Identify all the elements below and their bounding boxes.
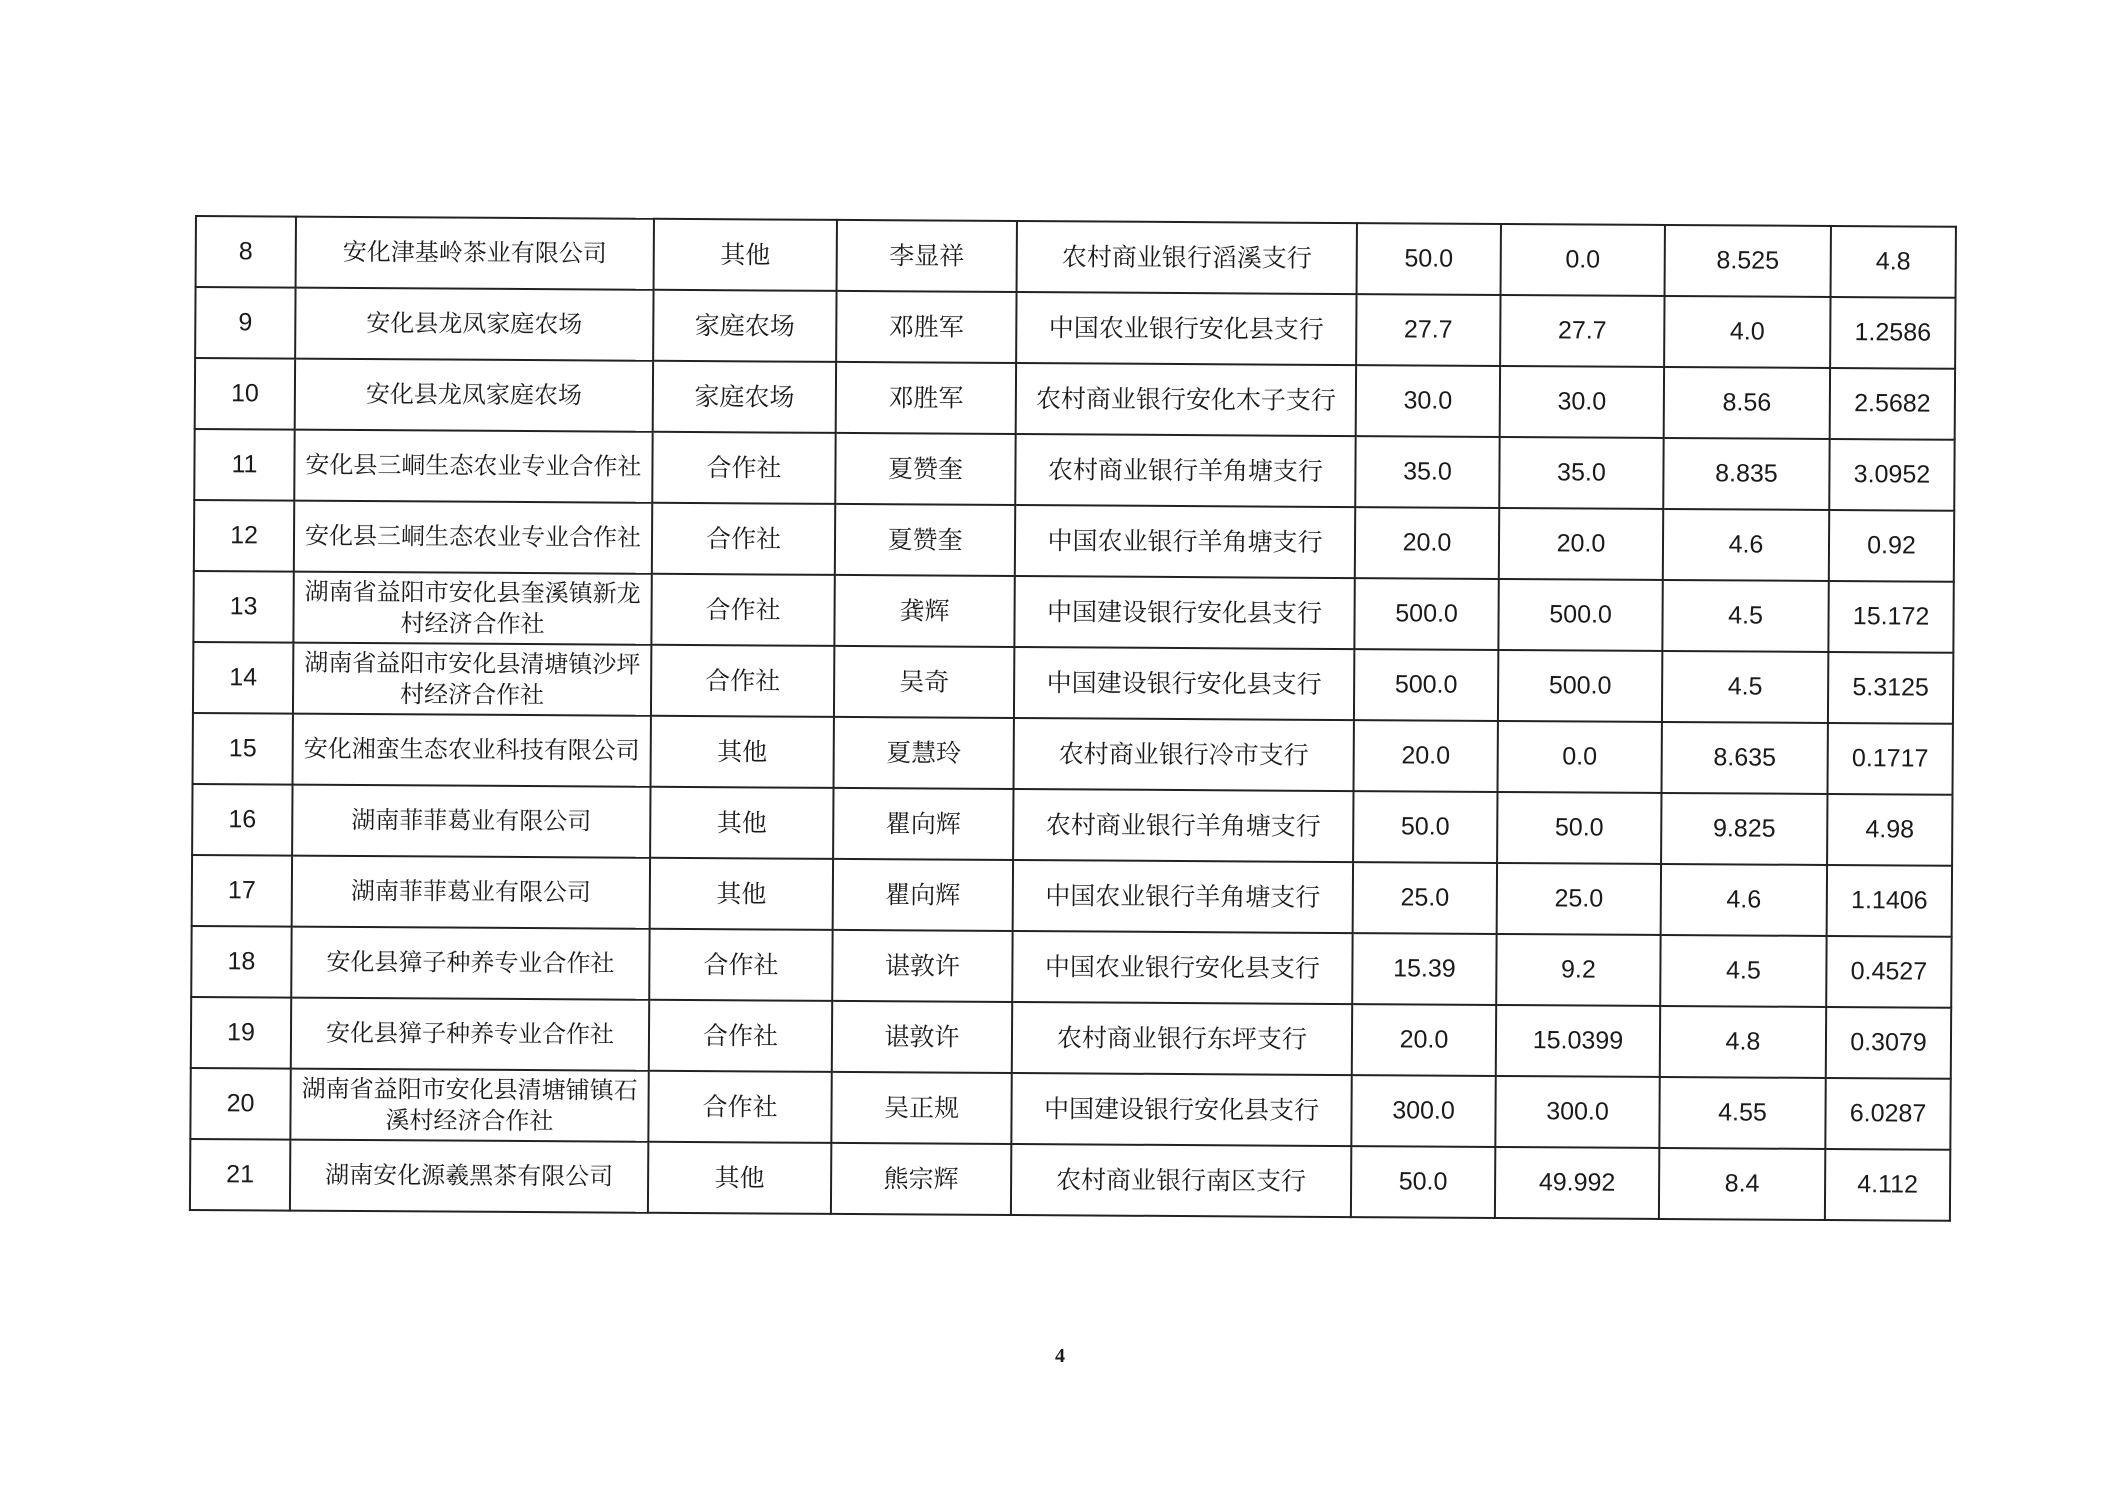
cell-index: 10 — [195, 358, 295, 430]
cell-value-1: 500.0 — [1354, 578, 1498, 650]
cell-index: 19 — [191, 997, 291, 1069]
cell-value-1: 50.0 — [1351, 1146, 1495, 1218]
cell-entity-name: 安化县龙凤家庭农场 — [295, 359, 653, 432]
table-row — [190, 1139, 1950, 1221]
cell-value-1: 20.0 — [1355, 507, 1499, 579]
cell-value-3: 8.635 — [1661, 722, 1827, 794]
cell-index: 15 — [193, 713, 293, 785]
cell-value-4: 2.5682 — [1830, 368, 1955, 440]
cell-value-2: 49.992 — [1495, 1147, 1659, 1219]
cell-index: 16 — [192, 784, 292, 856]
cell-index: 12 — [194, 500, 294, 572]
cell-value-4: 1.2586 — [1830, 297, 1955, 369]
cell-bank-branch: 中国农业银行安化县支行 — [1016, 292, 1356, 365]
cell-value-3: 4.6 — [1663, 509, 1829, 581]
table-row — [193, 571, 1953, 653]
cell-bank-branch: 中国农业银行羊角塘支行 — [1013, 860, 1353, 933]
cell-value-2: 500.0 — [1498, 579, 1662, 651]
table-row — [192, 784, 1952, 866]
cell-value-4: 0.1717 — [1827, 723, 1952, 795]
cell-index: 14 — [193, 642, 293, 714]
cell-index: 20 — [190, 1068, 290, 1140]
cell-contact-person: 谌敦许 — [832, 930, 1012, 1002]
cell-value-3: 4.5 — [1662, 651, 1828, 723]
cell-entity-type: 合作社 — [651, 574, 834, 646]
cell-value-1: 20.0 — [1354, 720, 1498, 792]
cell-value-4: 5.3125 — [1828, 652, 1953, 724]
table-row — [196, 216, 1956, 298]
cell-value-2: 0.0 — [1497, 721, 1661, 793]
table-row — [193, 642, 1953, 724]
cell-entity-name: 安化湘蛮生态农业科技有限公司 — [293, 714, 651, 787]
cell-value-4: 0.3079 — [1826, 1007, 1951, 1079]
cell-value-4: 3.0952 — [1829, 439, 1954, 511]
table-row — [195, 287, 1955, 369]
cell-value-1: 35.0 — [1355, 436, 1499, 508]
cell-value-1: 300.0 — [1351, 1075, 1495, 1147]
cell-index: 18 — [191, 926, 291, 998]
cell-entity-name: 安化县三峒生态农业专业合作社 — [294, 501, 652, 574]
cell-value-4: 4.112 — [1825, 1149, 1950, 1221]
cell-entity-type: 合作社 — [651, 645, 834, 717]
cell-bank-branch: 农村商业银行滔溪支行 — [1017, 221, 1357, 294]
table-row — [194, 500, 1954, 582]
cell-bank-branch: 农村商业银行羊角塘支行 — [1015, 434, 1355, 507]
cell-entity-type: 合作社 — [648, 1071, 831, 1143]
cell-bank-branch: 中国农业银行羊角塘支行 — [1015, 505, 1355, 578]
cell-value-3: 9.825 — [1661, 793, 1827, 865]
cell-entity-type: 家庭农场 — [653, 361, 836, 433]
cell-entity-type: 合作社 — [649, 929, 832, 1001]
cell-contact-person: 夏赞奎 — [835, 433, 1015, 505]
cell-entity-type: 其他 — [651, 716, 834, 788]
cell-entity-type: 其他 — [650, 787, 833, 859]
cell-entity-name: 湖南省益阳市安化县清塘铺镇石溪村经济合作社 — [290, 1069, 648, 1142]
cell-contact-person: 夏赞奎 — [835, 504, 1015, 576]
cell-contact-person: 吴奇 — [834, 646, 1014, 718]
cell-contact-person: 邓胜军 — [836, 362, 1016, 434]
cell-contact-person: 瞿向辉 — [833, 859, 1013, 931]
loan-table-container — [189, 215, 1955, 1222]
cell-bank-branch: 中国建设银行安化县支行 — [1014, 576, 1354, 649]
cell-entity-type: 其他 — [654, 219, 837, 291]
cell-entity-name: 安化县獐子种养专业合作社 — [291, 998, 649, 1071]
cell-value-2: 25.0 — [1497, 863, 1661, 935]
cell-entity-name: 安化县龙凤家庭农场 — [295, 288, 653, 361]
cell-entity-name: 安化津基岭茶业有限公司 — [296, 217, 654, 290]
cell-value-3: 4.55 — [1659, 1077, 1825, 1149]
cell-entity-name: 湖南省益阳市安化县奎溪镇新龙村经济合作社 — [293, 572, 651, 645]
cell-entity-name: 湖南省益阳市安化县清塘镇沙坪村经济合作社 — [293, 643, 651, 716]
cell-entity-type: 合作社 — [652, 432, 835, 504]
table-row — [191, 926, 1951, 1008]
cell-value-3: 4.5 — [1662, 580, 1828, 652]
cell-bank-branch: 农村商业银行冷市支行 — [1014, 718, 1354, 791]
cell-value-1: 25.0 — [1353, 862, 1497, 934]
table-row — [190, 1068, 1950, 1150]
page-number: 4 — [1055, 1345, 1065, 1367]
cell-contact-person: 吴正规 — [831, 1072, 1011, 1144]
cell-index: 21 — [190, 1139, 290, 1211]
cell-entity-type: 其他 — [650, 858, 833, 930]
cell-contact-person: 龚辉 — [834, 575, 1014, 647]
cell-contact-person: 谌敦许 — [832, 1001, 1012, 1073]
cell-value-4: 6.0287 — [1825, 1078, 1950, 1150]
cell-bank-branch: 农村商业银行东坪支行 — [1012, 1002, 1352, 1075]
cell-value-4: 15.172 — [1828, 581, 1953, 653]
cell-value-1: 20.0 — [1352, 1004, 1496, 1076]
cell-contact-person: 夏慧玲 — [834, 717, 1014, 789]
cell-entity-name: 湖南安化源羲黑茶有限公司 — [290, 1140, 648, 1213]
cell-value-2: 27.7 — [1500, 295, 1664, 367]
cell-value-2: 35.0 — [1499, 437, 1663, 509]
cell-entity-name: 湖南菲菲葛业有限公司 — [292, 856, 650, 929]
table-row — [192, 855, 1952, 937]
cell-entity-name: 湖南菲菲葛业有限公司 — [292, 785, 650, 858]
cell-value-4: 4.8 — [1831, 226, 1956, 298]
cell-bank-branch: 农村商业银行羊角塘支行 — [1013, 789, 1353, 862]
table-row — [191, 997, 1951, 1079]
cell-index: 9 — [195, 287, 295, 359]
cell-contact-person: 瞿向辉 — [833, 788, 1013, 860]
cell-value-4: 0.92 — [1829, 510, 1954, 582]
cell-bank-branch: 农村商业银行安化木子支行 — [1016, 363, 1356, 436]
cell-entity-type: 家庭农场 — [653, 290, 836, 362]
cell-contact-person: 邓胜军 — [836, 291, 1016, 363]
cell-value-1: 30.0 — [1356, 365, 1500, 437]
cell-value-2: 300.0 — [1495, 1076, 1659, 1148]
cell-bank-branch: 农村商业银行南区支行 — [1011, 1144, 1351, 1217]
cell-index: 17 — [192, 855, 292, 927]
cell-index: 8 — [196, 216, 296, 288]
cell-value-2: 9.2 — [1496, 934, 1660, 1006]
table-row — [195, 358, 1955, 440]
cell-value-3: 8.56 — [1664, 367, 1830, 439]
cell-value-1: 27.7 — [1356, 294, 1500, 366]
cell-index: 11 — [194, 429, 294, 501]
cell-index: 13 — [193, 571, 293, 643]
table-row — [193, 713, 1953, 795]
cell-value-1: 500.0 — [1354, 649, 1498, 721]
table-row — [194, 429, 1954, 511]
cell-entity-type: 合作社 — [649, 1000, 832, 1072]
cell-value-3: 8.4 — [1659, 1148, 1825, 1220]
cell-value-3: 4.0 — [1664, 296, 1830, 368]
cell-entity-type: 其他 — [648, 1142, 831, 1214]
cell-value-2: 15.0399 — [1496, 1005, 1660, 1077]
cell-value-3: 8.525 — [1665, 225, 1831, 297]
cell-value-4: 4.98 — [1827, 794, 1952, 866]
cell-contact-person: 熊宗辉 — [831, 1143, 1011, 1215]
cell-value-1: 50.0 — [1353, 791, 1497, 863]
loan-table — [189, 215, 1957, 1222]
cell-value-2: 0.0 — [1501, 224, 1665, 296]
cell-bank-branch: 中国建设银行安化县支行 — [1011, 1073, 1351, 1146]
cell-contact-person: 李显祥 — [837, 220, 1017, 292]
cell-value-1: 50.0 — [1357, 223, 1501, 295]
cell-value-2: 50.0 — [1497, 792, 1661, 864]
cell-entity-type: 合作社 — [652, 503, 835, 575]
cell-value-3: 4.5 — [1660, 935, 1826, 1007]
cell-value-2: 500.0 — [1498, 650, 1662, 722]
cell-value-2: 30.0 — [1500, 366, 1664, 438]
cell-entity-name: 安化县三峒生态农业专业合作社 — [294, 430, 652, 503]
table-body — [190, 216, 1956, 1221]
cell-entity-name: 安化县獐子种养专业合作社 — [291, 927, 649, 1000]
cell-value-1: 15.39 — [1352, 933, 1496, 1005]
cell-value-3: 8.835 — [1663, 438, 1829, 510]
cell-value-2: 20.0 — [1499, 508, 1663, 580]
cell-value-3: 4.8 — [1660, 1006, 1826, 1078]
cell-value-3: 4.6 — [1661, 864, 1827, 936]
cell-value-4: 1.1406 — [1827, 865, 1952, 937]
cell-value-4: 0.4527 — [1826, 936, 1951, 1008]
cell-bank-branch: 中国建设银行安化县支行 — [1014, 647, 1354, 720]
cell-bank-branch: 中国农业银行安化县支行 — [1012, 931, 1352, 1004]
